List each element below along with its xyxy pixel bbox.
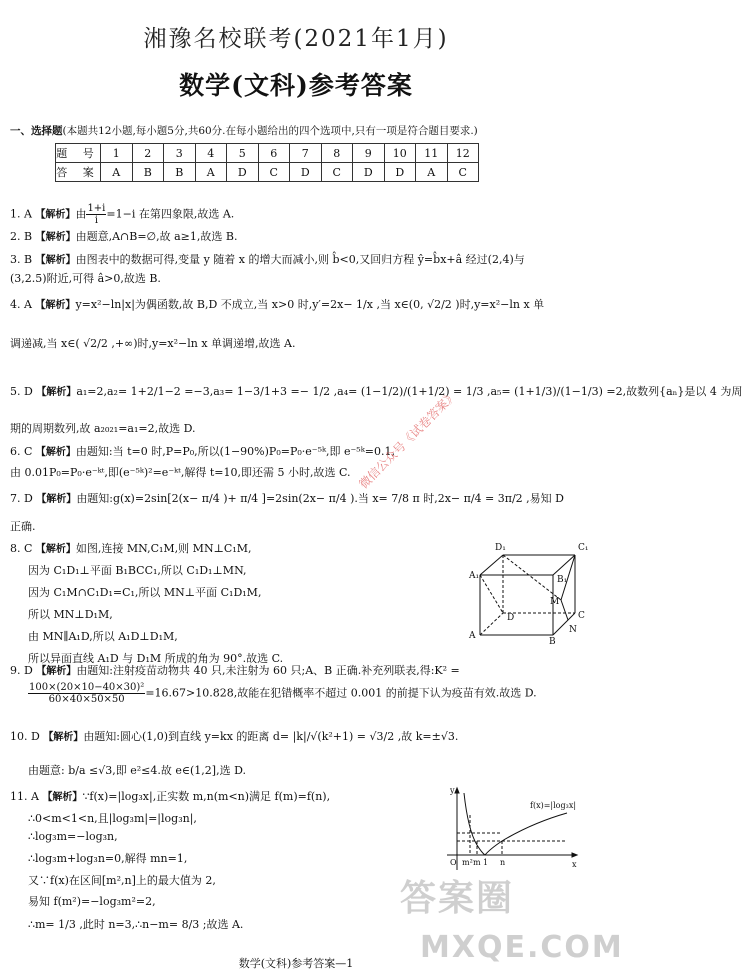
q-number: 4. A [10, 298, 32, 311]
question-number-cell: 6 [258, 144, 290, 163]
fraction [86, 203, 106, 226]
cube-vertex-label: B₁ [557, 575, 568, 585]
graph-origin: O [450, 858, 457, 867]
watermark-diagonal: 微信公众号《试卷答案》 [356, 388, 460, 492]
answer-q7 [10, 490, 564, 506]
answer-line [28, 872, 216, 888]
q-text: 因为 C₁D₁⊥平面 B₁BCC₁,所以 C₁D₁⊥MN, [28, 564, 247, 577]
question-number-cell: 7 [290, 144, 322, 163]
q-text: 所以异面直线 A₁D 与 D₁M 所成的角为 90°.故选 C. [28, 652, 284, 665]
cube-vertex-label: D [507, 613, 515, 623]
cube-vertex-label: A [469, 631, 476, 641]
cube-figure [465, 540, 590, 645]
answer-cell: C [447, 163, 479, 182]
q-text: ∴log₃m=−log₃n, [28, 830, 118, 843]
cube-vertex-label: D₁ [495, 543, 506, 553]
analysis-tag: 【解析】 [35, 209, 76, 221]
question-number-cell: 5 [227, 144, 259, 163]
graph-x-label: x [572, 860, 577, 869]
answer-q3-cont: (3,2.5)附近,可得 â>0,故选 B. [10, 272, 161, 285]
answer-cell: D [290, 163, 322, 182]
q-number: 1. A [10, 207, 32, 221]
q-number: 3. B [10, 253, 33, 266]
answer-line [28, 584, 261, 600]
answer-q2 [10, 228, 237, 244]
q-text: =1−i 在第四象限,故选 A. [106, 207, 235, 221]
analysis-tag: 【解析】 [35, 255, 76, 266]
q-text: 由图表中的数据可得,变量 y 随着 x 的增大而减小,则 b̂<0,又回归方程 ŷ=b̂x+â 经过(2,4)与 [75, 253, 525, 266]
answer-q5-cont: 期的周期数列,故 a₂₀₂₁=a₁=2,故选 D. [10, 422, 196, 435]
analysis-tag: 【解析】 [36, 387, 77, 398]
q-text: 由题知:g(x)=2sin[2(x− π/4 )+ π/4 ]=2sin(2x− π/4 ).当 x= 7/8 π 时,2x− π/4 = 3π/2 ,易知 D [76, 492, 564, 505]
q-text: 由题知:注射疫苗动物共 40 只,未注射为 60 只;A、B 正确.补充列联表,得:K² = [76, 664, 460, 677]
q-text: 由题知:当 t=0 时,P=P₀,所以(1−90%)P₀=P₀·e⁻⁵ᵏ,即 e⁻⁵ᵏ=0.1, [75, 445, 395, 458]
frac-num: 1+i [87, 203, 106, 214]
answer-q6 [10, 443, 395, 459]
cube-vertex-label: M [550, 597, 560, 607]
q-text: ∵f(x)=|log₃x|,正实数 m,n(m<n)满足 f(m)=f(n), [82, 790, 331, 803]
question-number-cell: 10 [384, 144, 416, 163]
answer-cell: A [416, 163, 448, 182]
section-label: 一、选择题 [10, 125, 63, 137]
answer-cell: D [227, 163, 259, 182]
graph-y-label: y [450, 786, 455, 795]
section-desc: (本题共12小题,每小题5分,共60分.在每小题给出的四个选项中,只有一项是符合题目要求.) [62, 125, 478, 137]
q-text: 如图,连接 MN,C₁M,则 MN⊥C₁M, [75, 542, 252, 555]
q-text: 由题知:圆心(1,0)到直线 y=kx 的距离 d= |k|/√(k²+1) = √3/2 ,故 k=±√3. [83, 730, 459, 743]
question-number-cell: 9 [353, 144, 385, 163]
fraction [28, 682, 145, 705]
q-number: 10. D [10, 730, 40, 743]
answer-q6-cont: 由 0.01P₀=P₀·e⁻ᵏᵗ,即(e⁻⁵ᵏ)²=e⁻ᵏᵗ,解得 t=10,即还需 5 小时,故选 C. [10, 466, 351, 479]
q-text: 由题意,A∩B=∅,故 a≥1,故选 B. [75, 230, 238, 243]
exam-title: 湘豫名校联考(2021年1月) [143, 26, 449, 52]
graph-tick-n: n [500, 858, 506, 867]
answer-q9 [10, 662, 460, 678]
answer-table-header: 答 案 [56, 163, 101, 182]
q-number: 9. D [10, 664, 33, 677]
frac-num: 100×(20×10−40×30)² [29, 682, 145, 693]
q-number: 8. C [10, 542, 33, 555]
q-text: 由 [75, 207, 87, 221]
answer-cell: A [101, 163, 133, 182]
q-number: 5. D [10, 385, 33, 398]
cube-vertex-label: N [569, 625, 577, 635]
cube-vertex-label: C₁ [578, 543, 589, 553]
cube-vertex-label: C [578, 611, 585, 621]
answer-line [10, 788, 330, 804]
answer-line [28, 562, 247, 578]
answer-table-answer-row [56, 163, 479, 182]
analysis-tag: 【解析】 [36, 666, 77, 677]
answer-line [28, 810, 197, 826]
q-text: ∴m= 1/3 ,此时 n=3,∴n−m= 8/3 ;故选 A. [28, 918, 244, 931]
q-text: 又∵f(x)在区间[m²,n]上的最大值为 2, [28, 874, 216, 887]
section-heading [10, 123, 478, 138]
analysis-tag: 【解析】 [35, 544, 76, 555]
frac-den: i [94, 215, 99, 226]
answer-line [28, 893, 156, 909]
answer-q9-cont [28, 682, 537, 705]
answer-cell: D [353, 163, 385, 182]
q-number: 7. D [10, 492, 33, 505]
q-text: a₁=2,a₂= 1+2/1−2 =−3,a₃= 1−3/1+3 =− 1/2 ,a₄= (1−1/2)/(1+1/2) = 1/3 ,a₅= (1+1/3)/(1−1/3) =2,故数列{aₙ}是以 4 为周 [76, 385, 742, 398]
answer-q4 [10, 296, 544, 312]
answer-line [28, 916, 243, 932]
answer-table-header: 题 号 [56, 144, 101, 163]
answer-line [10, 540, 252, 556]
q-text: 易知 f(m²)=−log₃m²=2, [28, 895, 156, 908]
analysis-tag: 【解析】 [35, 300, 76, 311]
answer-cell: B [132, 163, 164, 182]
q-text: 所以 MN⊥D₁M, [28, 608, 113, 621]
q-text: =16.67>10.828,故能在犯错概率不超过 0.001 的前提下认为疫苗有效.故选 D. [145, 686, 537, 700]
answer-q7-cont: 正确. [10, 520, 36, 533]
page-footer: 数学(文科)参考答案—1 [238, 957, 354, 970]
answer-q5 [10, 383, 742, 399]
graph-tick-1: 1 [483, 858, 489, 867]
question-number-cell: 2 [132, 144, 164, 163]
q-text: ∴log₃m+log₃n=0,解得 mn=1, [28, 852, 188, 865]
question-number-cell: 3 [164, 144, 196, 163]
cube-vertex-label: B [549, 637, 556, 647]
answer-line [28, 606, 113, 622]
answer-line [28, 850, 187, 866]
question-number-cell: 1 [101, 144, 133, 163]
graph-tick-m2: m² [462, 858, 473, 867]
answer-table [55, 143, 479, 182]
doc-subtitle: 数学(文科)参考答案 [179, 71, 413, 100]
graph-func-label: f(x)=|log₃x| [530, 801, 577, 810]
answer-line [28, 830, 118, 843]
answer-cell: D [384, 163, 416, 182]
q-number: 2. B [10, 230, 33, 243]
answer-q3 [10, 251, 525, 267]
answer-cell: B [164, 163, 196, 182]
analysis-tag: 【解析】 [42, 792, 83, 803]
answer-q10-cont: 由题意: b/a ≤√3,即 e²≤4.故 e∈(1,2],选 D. [28, 764, 246, 777]
answer-q4-cont: 调递减,当 x∈( √2/2 ,+∞)时,y=x²−ln x 单调递增,故选 A. [10, 337, 296, 350]
frac-den: 60×40×50×50 [48, 694, 125, 705]
q-number: 11. A [10, 790, 39, 803]
graph-tick-m: m [473, 858, 481, 867]
answer-cell: A [195, 163, 227, 182]
cube-vertex-label: A₁ [469, 571, 480, 581]
question-number-cell: 8 [321, 144, 353, 163]
analysis-tag: 【解析】 [35, 232, 76, 243]
answer-q10 [10, 728, 458, 744]
q-text: ∴0<m<1<n,且|log₃m|=|log₃n|, [28, 812, 197, 825]
answer-cell: C [321, 163, 353, 182]
q-text: y=x²−ln|x|为偶函数,故 B,D 不成立,当 x>0 时,y′=2x− 1/x ,当 x∈(0, √2/2 )时,y=x²−ln x 单 [75, 298, 545, 311]
analysis-tag: 【解析】 [36, 494, 77, 505]
log-graph [442, 785, 582, 875]
watermark-logo: 答案圈 [400, 878, 515, 919]
question-number-cell: 12 [447, 144, 479, 163]
watermark-site: MXQE.COM [420, 930, 624, 965]
answer-line [28, 628, 178, 644]
analysis-tag: 【解析】 [35, 447, 76, 458]
q-text: 因为 C₁M∩C₁D₁=C₁,所以 MN⊥平面 C₁D₁M, [28, 586, 262, 599]
question-number-cell: 11 [416, 144, 448, 163]
q-number: 6. C [10, 445, 33, 458]
answer-q1 [10, 203, 234, 226]
answer-table-number-row [56, 144, 479, 163]
analysis-tag: 【解析】 [43, 732, 84, 743]
q-text: 由 MN∥A₁D,所以 A₁D⊥D₁M, [28, 630, 178, 643]
answer-cell: C [258, 163, 290, 182]
question-number-cell: 4 [195, 144, 227, 163]
